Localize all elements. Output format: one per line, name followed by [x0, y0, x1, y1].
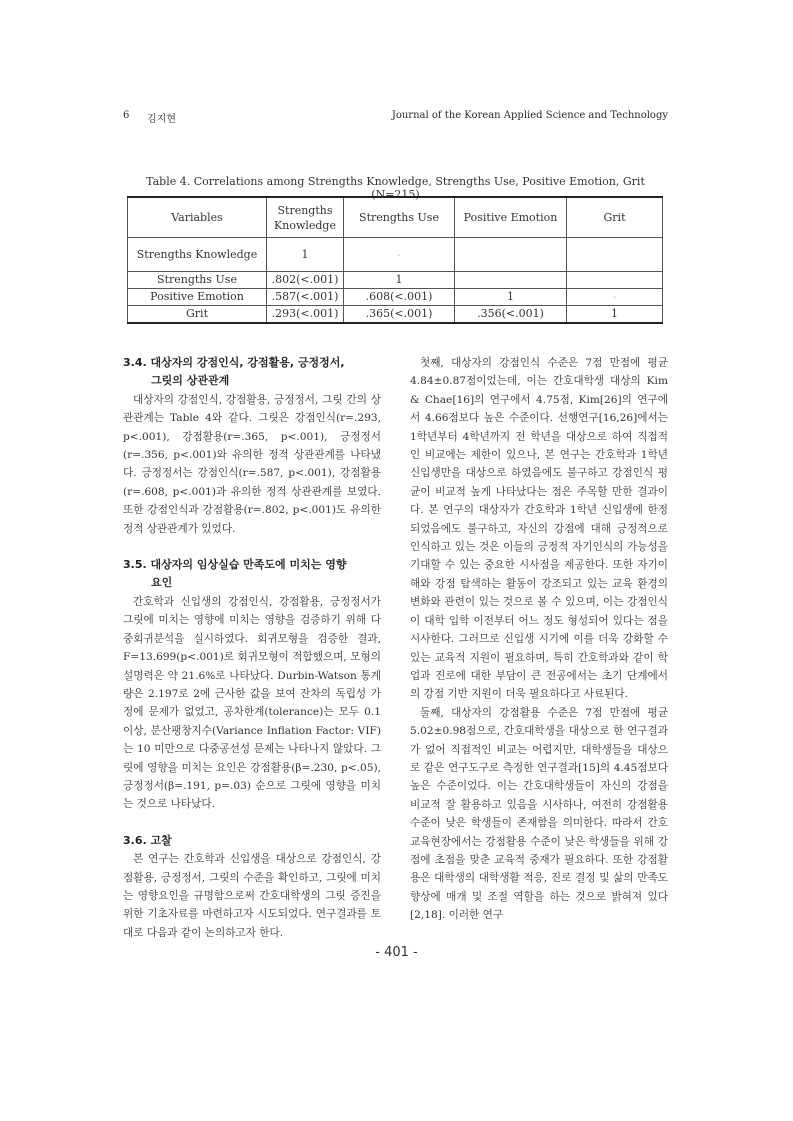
page-footer: - 401 - [375, 945, 418, 960]
paragraph: 간호학과 신입생의 강점인식, 강점활용, 긍정정서가 그릿에 미치는 영향에 미치는 영향을 검증하기 위해 다중회귀분석을 실시하였다. 회귀모형을 검증한 결과, F=13.699(p<.001)로 회귀모형이 적합했으며, 모형의 설명력은 약 21.6%로 나타났다. Durbin-Watson 통계량은 2.197로 2에 근사한 값을 보여 잔차의 독립성 가정에 문제가 없었고, 공차한계(tolerance)는 모두 0.1 이상, 분산팽창지수(Variance Inflation Factor: VIF)는 10 미만으로 다중공선성 문제는 나타나지 않았다. 그릿에 영향을 미치는 요인은 강점활용(β=.230, p<.05), 긍정정서(β=.191, p=.03) 순으로 그릿에 영향을 미치는 것으로 나타났다. [123, 595, 381, 811]
section-title-line: 그릿의 상관관계 [151, 374, 230, 388]
section-heading-3-5 [123, 556, 381, 593]
running-author: 김지현 [147, 114, 176, 125]
table-cell [455, 238, 567, 272]
paragraph: 둘째, 대상자의 강점활용 수준은 7점 만점에 평균 5.02±0.98점으로, 간호대학생을 대상으로 한 연구결과가 없어 직접적인 비교는 어렵지만, 대학생들을 대상으로 같은 연구도구로 측정한 연구결과[15]의 4.45점보다 높은 수준이었다. 이는 간호대학생들이 자신의 강점을 비교적 잘 활용하고 있음을 시사하나, 여전히 강점활용 수준이 낮은 학생들이 존재함을 의미한다. 따라서 간호 교육현장에서는 강점활용 수준이 낮은 학생들을 위해 강점에 초점을 맞춘 교육적 중재가 필요하다. 또한 강점활용은 대학생의 대학생활 적응, 진로 결정 및 삶의 만족도 향상에 매개 및 조절 역할을 하는 것으로 밝혀져 있다[2,18]. 이러한 연구 [410, 706, 668, 922]
journal-title: Journal of the Korean Applied Science and Technology [391, 110, 668, 121]
header-cell: Positive Emotion [455, 197, 567, 238]
table-row [128, 238, 663, 272]
section-heading-3-4 [123, 354, 381, 391]
section-heading-3-6 [123, 832, 381, 850]
row-label: Grit [128, 306, 267, 324]
table-cell [567, 238, 663, 272]
row-label: Positive Emotion [128, 289, 267, 306]
paragraph: 본 연구는 간호학과 신입생을 대상으로 강점인식, 강점활용, 긍정정서, 그릿의 수준을 확인하고, 그릿에 미치는 영향요인을 규명함으로써 간호대학생의 그릿 증진을 위한 기초자료를 마련하고자 시도되었다. 연구결과를 토대로 다음과 같이 논의하고자 한다. [123, 853, 381, 939]
page-header [123, 110, 668, 126]
table-row [128, 306, 663, 324]
table-cell [455, 272, 567, 289]
section-title-line: 3.4. 대상자의 강점인식, 강점활용, 긍정정서, [123, 356, 345, 369]
table-header-row [128, 197, 663, 238]
section-title-line: 요인 [151, 576, 173, 590]
paragraph: 대상자의 강점인식, 강점활용, 긍정정서, 그릿 간의 상관관계는 Table 4와 같다. 그릿은 강점인식(r=.293, p<.001), 강점활용(r=.365, p<.001), 긍정정서(r=.356, p<.001)와 유의한 정적 상관관계를 나타냈다. 긍정정서는 강점인식(r=.587, p<.001), 강점활용(r=.608, p<.001)과 유의한 정적 상관관계를 보였다. 또한 강점인식과 강점활용(r=.802, p<.001)도 유의한 정적 상관관계가 있었다. [123, 393, 381, 535]
table-cell: 1 [267, 238, 344, 272]
table-cell: 1 [455, 289, 567, 306]
section-title-line: 3.5. 대상자의 임상실습 만족도에 미치는 영향 [123, 558, 347, 572]
section-title-line: 3.6. 고찰 [123, 833, 172, 847]
paragraph: 첫째, 대상자의 강점인식 수준은 7점 만점에 평균 4.84±0.87점이었는데, 이는 간호대학생 대상의 Kim & Chae[16]의 연구에서 4.75점, Kim[26]의 연구에서 4.66점보다 높은 수준이다. 선행연구[16,26]에서는 1학년부터 4학년까지 전 학년을 대상으로 하여 직접적인 비교에는 제한이 있으나, 본 연구는 간호학과 1학년 신입생만을 대상으로 하였음에도 불구하고 강점인식 평균이 비교적 높게 나타났다는 점은 주목할 만한 결과이다. 본 연구의 대상자가 간호학과 1학년 신입생에 한정되었음에도 불구하고, 자신의 강점에 대해 긍정적으로 인식하고 있는 것은 이들의 긍정적 자기인식의 가능성을 기대할 수 있는 중요한 시사점을 제공한다. 또한 자기이해와 강점 탐색하는 활동이 강조되고 있는 교육 환경의 변화와 관련이 있는 것으로 볼 수 있으며, 이는 강점인식이 대학 입학 이전부터 어느 정도 형성되어 있다는 점을 시사한다. 그러므로 신입생 시기에 이를 더욱 강화할 수 있는 교육적 지원이 필요하며, 특히 간호학과와 같이 학업과 진로에 대한 부담이 큰 전공에서는 초기 단계에서의 강점 기반 지원이 더욱 필요하다고 사료된다. [410, 357, 668, 701]
header-cell: Strengths Knowledge [267, 197, 344, 238]
left-column [123, 354, 381, 942]
right-column [410, 354, 668, 925]
header-cell: Variables [128, 197, 267, 238]
table-caption: Table 4. Correlations among Strengths Knowledge, Strengths Use, Positive Emotion, Grit (N=215) [146, 175, 645, 201]
header-cell: Grit [567, 197, 663, 238]
table-cell: - [567, 289, 663, 306]
header-cell: Strengths Use [344, 197, 455, 238]
table-cell: .587(<.001) [267, 289, 344, 306]
row-label: Strengths Use [128, 272, 267, 289]
table-row [128, 289, 663, 306]
row-label: Strengths Knowledge [128, 238, 267, 272]
table-cell: 1 [344, 272, 455, 289]
table-row [128, 272, 663, 289]
table-cell: .356(<.001) [455, 306, 567, 324]
table-cell [567, 272, 663, 289]
table-cell: .293(<.001) [267, 306, 344, 324]
page-number: 6 [123, 110, 130, 121]
table-cell: 1 [567, 306, 663, 324]
correlation-table [127, 196, 663, 324]
table-cell: .365(<.001) [344, 306, 455, 324]
table-cell: .608(<.001) [344, 289, 455, 306]
table-cell: - [344, 238, 455, 272]
table-cell: .802(<.001) [267, 272, 344, 289]
